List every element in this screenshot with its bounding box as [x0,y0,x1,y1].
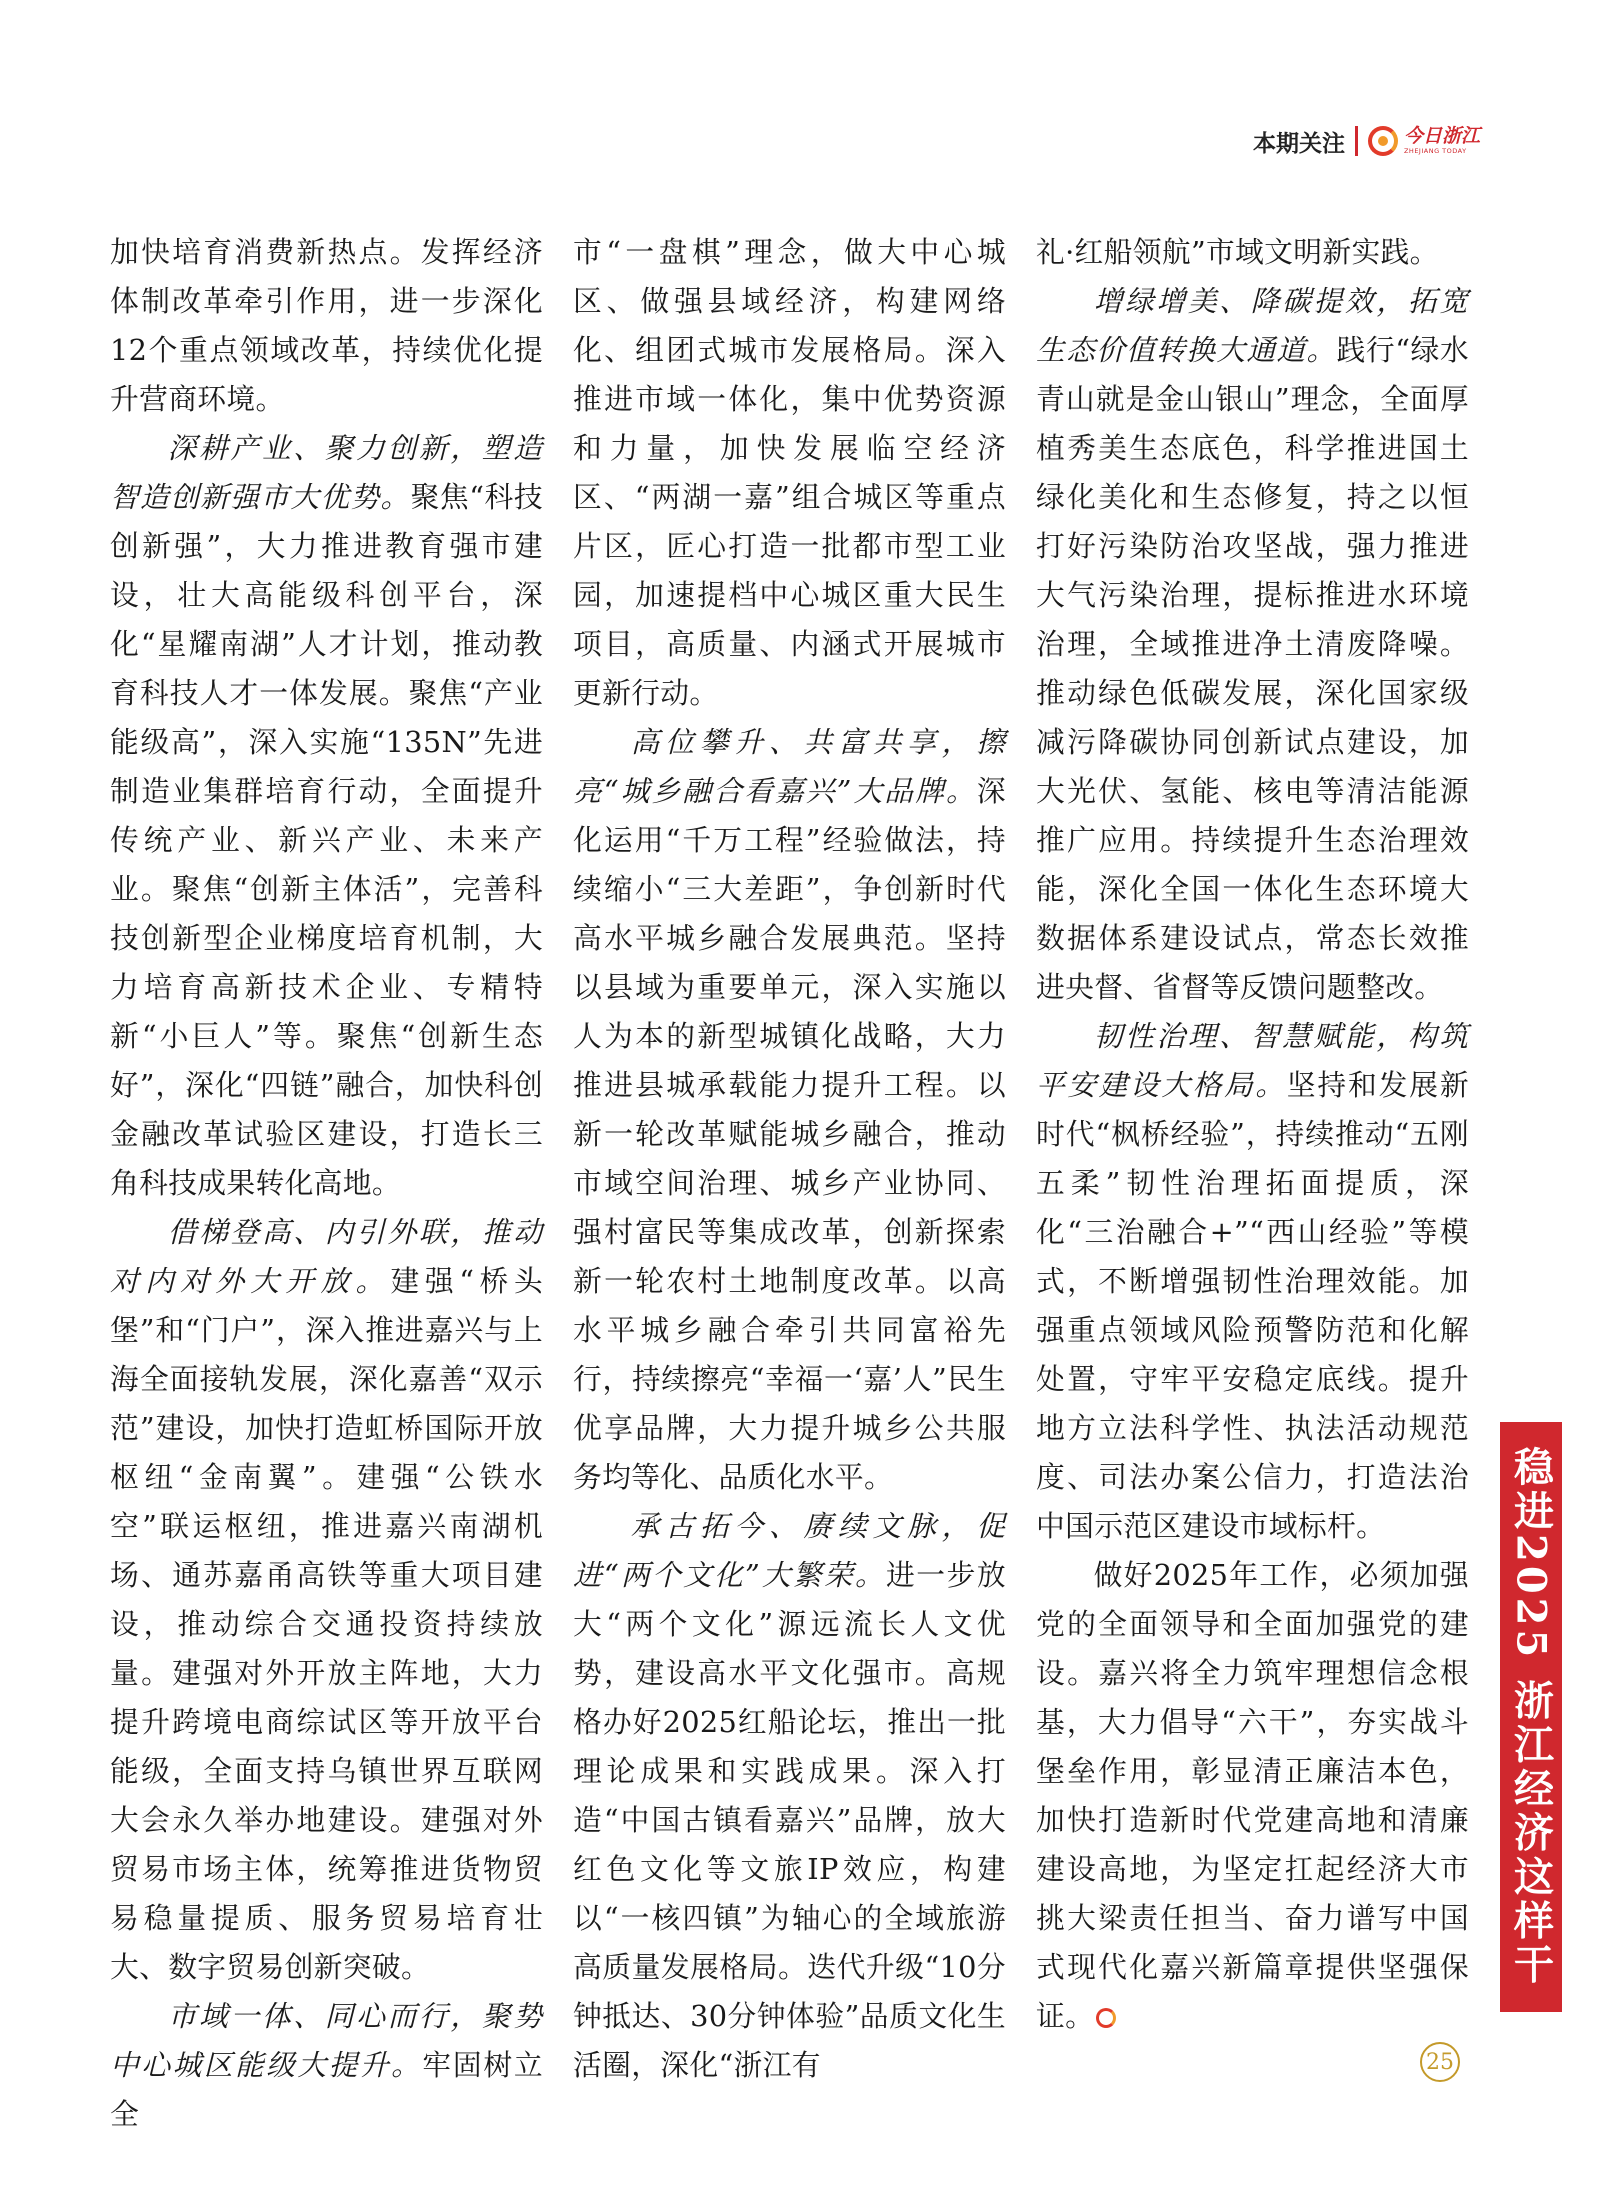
paragraph-text: 聚焦“科技创新强”，大力推进教育强市建设，壮大高能级科创平台，深化“星耀南湖”人才计划，推动教育科技人才一体发展。聚焦“产业能级高”，深入实施“135N”先进制造业集群培育行动，全面提升传统产业、新兴产业、未来产业。聚焦“创新主体活”，完善科技创新型企业梯度培育机制，大力培育高新技术企业、专精特新“小巨人”等。聚焦“创新生态好”，深化“四链”融合，加快科创金融改革试验区建设，打造长三角科技成果转化高地。 [110,480,543,1200]
page-header [1253,118,1480,164]
paragraph [573,718,1006,1502]
paragraph-lead: 承古拓今、赓续文脉，促进“两个文化”大繁荣。 [573,1509,1006,1592]
paragraph-text: 市“一盘棋”理念，做大中心城区、做强县域经济，构建网络化、组团式城市发展格局。深入推进市域一体化，集中优势资源和力量，加快发展临空经济区、“两湖一嘉”组合城区等重点片区，匠心打造一批都市型工业园，加速提档中心城区重大民生项目，高质量、内涵式开展城市更新行动。 [573,235,1006,710]
side-tab-title: 稳进2025 浙江经济这样干 [1507,1446,1555,1988]
column-1 [110,228,543,2131]
paragraph [110,228,543,424]
logo-text [1404,127,1480,155]
paragraph-text: 进一步放大“两个文化”源远流长人文优势，建设高水平文化强市。高规格办好2025红船论坛，推出一批理论成果和实践成果。深入打造“中国古镇看嘉兴”品牌，放大红色文化等文旅IP效应，构建以“一核四镇”为轴心的全域旅游高质量发展格局。迭代升级“10分钟抵达、30分钟体验”品质文化生活圈，深化“浙江有 [573,1558,1006,2082]
paragraph [110,1208,543,1992]
paragraph-text: 深化运用“千万工程”经验做法，持续缩小“三大差距”，争创新时代高水平城乡融合发展典范。坚持以县域为重要单元，深入实施以人为本的新型城镇化战略，大力推进县城承载能力提升工程。以新一轮改革赋能城乡融合，推动市域空间治理、城乡产业协同、强村富民等集成改革，创新探索新一轮农村土地制度改革。以高水平城乡融合牵引共同富裕先行，持续擦亮“幸福一‘嘉’人”民生优享品牌，大力提升城乡公共服务均等化、品质化水平。 [573,774,1006,1494]
end-mark-icon [1096,2008,1116,2028]
paragraph [1036,277,1469,1012]
paragraph-lead: 深耕产业、聚力创新，塑造智造创新强市大优势。 [110,431,543,514]
paragraph-text: 坚持和发展新时代“枫桥经验”，持续推动“五刚五柔”韧性治理拓面提质，深化“三治融合+”“西山经验”等模式，不断增强韧性治理效能。加强重点领域风险预警防范和化解处置，守牢平安稳定底线。提升地方立法科学性、执法活动规范度、司法办案公信力，打造法治中国示范区建设市域标杆。 [1036,1068,1469,1543]
paragraph [110,1992,543,2139]
paragraph-text: 做好2025年工作，必须加强党的全面领导和全面加强党的建设。嘉兴将全力筑牢理想信念根基，大力倡导“六干”，夯实战斗堡垒作用，彰显清正廉洁本色，加快打造新时代党建高地和清廉建设高地，为坚定扛起经济大市挑大梁责任担当、奋力谱写中国式现代化嘉兴新篇章提供坚强保证。 [1036,1558,1469,2033]
header-divider [1355,126,1358,156]
section-side-tab [1500,1422,1562,2012]
logo-subtitle: ZHEJIANG TODAY [1403,147,1467,156]
paragraph [573,228,1006,718]
paragraph-lead: 韧性治理、智慧赋能，构筑平安建设大格局。 [1036,1019,1469,1102]
page-number: 25 [1420,2042,1460,2082]
section-label: 本期关注 [1252,130,1345,157]
paragraph-text: 牢固树立全 [110,2048,543,2131]
paragraph-lead: 市域一体、同心而行，聚势中心城区能级大提升。 [110,1999,543,2082]
paragraph [573,1502,1006,2090]
paragraph [1036,1012,1469,1551]
paragraph-lead: 借梯登高、内引外联，推动对内对外大开放。 [110,1215,543,1298]
column-3 [1036,228,1469,2033]
logo-title: 今日浙江 [1403,125,1480,148]
paragraph-lead: 增绿增美、降碳提效，拓宽生态价值转换大通道。 [1036,284,1469,367]
paragraph-text: 践行“绿水青山就是金山银山”理念，全面厚植秀美生态底色，科学推进国土绿化美化和生态修复，持之以恒打好污染防治攻坚战，强力推进大气污染治理，提标推进水环境治理，全域推进净土清废降噪。推动绿色低碳发展，深化国家级减污降碳协同创新试点建设，加大光伏、氢能、核电等清洁能源推广应用。持续提升生态治理效能，深化全国一体化生态环境大数据体系建设试点，常态长效推进央督、省督等反馈问题整改。 [1036,333,1469,1004]
paragraph [1036,228,1469,277]
column-2 [573,228,1006,2082]
paragraph-text: 建强“桥头堡”和“门户”，深入推进嘉兴与上海全面接轨发展，深化嘉善“双示范”建设，加快打造虹桥国际开放枢纽“金南翼”。建强“公铁水空”联运枢纽，推进嘉兴南湖机场、通苏嘉甬高铁等重大项目建设，推动综合交通投资持续放量。建强对外开放主阵地，大力提升跨境电商综试区等开放平台能级，全面支持乌镇世界互联网大会永久举办地建设。建强对外贸易市场主体，统筹推进货物贸易稳量提质、服务贸易培育壮大、数字贸易创新突破。 [110,1264,543,1984]
paragraph [1036,1551,1469,2041]
paragraph [110,424,543,1208]
paragraph-text: 礼·红船领航”市域文明新实践。 [1036,235,1439,269]
logo-icon [1368,126,1398,156]
paragraph-text: 加快培育消费新热点。发挥经济体制改革牵引作用，进一步深化12个重点领域改革，持续优化提升营商环境。 [110,235,543,416]
paragraph-lead: 高位攀升、共富共享，擦亮“城乡融合看嘉兴”大品牌。 [573,725,1006,808]
article-body [110,228,1470,2131]
magazine-logo [1368,126,1480,156]
